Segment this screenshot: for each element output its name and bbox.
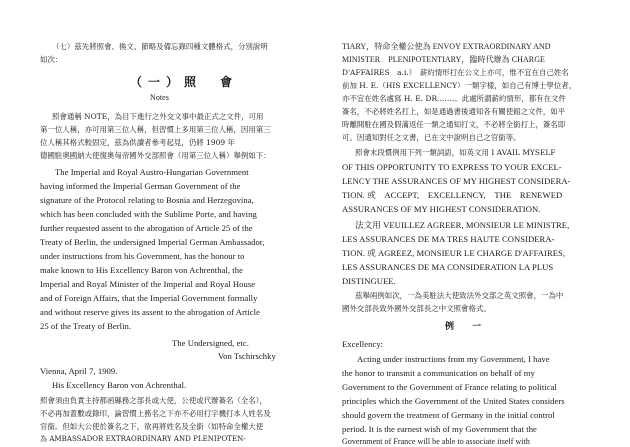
paragraph-line: MINISTER PLENIPOTENTIARY，臨時代辦為 CHARGE bbox=[342, 55, 545, 64]
english-body-line: principles which the Government of the United States considers bbox=[342, 396, 565, 406]
english-body-line: should govern the treatment of Germany in the initial control bbox=[342, 410, 555, 420]
english-line: having informed the Imperial German Government of the bbox=[40, 181, 241, 191]
english-caps-line: ASSURANCES OF MY HIGHEST CONSIDERATION. bbox=[342, 204, 541, 214]
paragraph-line: 為 AMBASSADOR EXTRAORDINARY AND PLENIPOTEN- bbox=[40, 435, 246, 443]
french-caps-line: DISTINGUEE. bbox=[342, 276, 396, 286]
english-line: Imperial and Royal Minister of the Imperial and Royal House bbox=[40, 279, 256, 289]
paragraph-line: 照會須由負責主持都函縣務之部長或大使，公使或代辦簽名（全名）， bbox=[40, 396, 267, 405]
signer: Von Tschirschky bbox=[218, 351, 276, 361]
section-heading: （一）照 會 bbox=[130, 75, 239, 89]
english-line: which has been concluded with the Sublime Porte, and having bbox=[40, 209, 257, 219]
paragraph-line: 簽名，不必將姓名打上，如是通過書後通知各有關使館之文件，如平 bbox=[342, 107, 566, 116]
paragraph-line: 不必再加蓋數或錄印，論習慣上務名之下亦不必用打字機打本人姓名及 bbox=[40, 409, 271, 418]
french-caps-line: TION. 或 AGREEZ, MONSIEUR LE CHARGE D'AFFAIRES, bbox=[342, 248, 566, 258]
signoff: The Undersigned, etc. bbox=[172, 338, 249, 348]
english-body-line: period. It is the earnest wish of my Government that the bbox=[342, 424, 537, 434]
english-line: The Imperial and Royal Austro-Hungarian Government bbox=[55, 167, 249, 177]
english-line: 25 of the Treaty of Berlin. bbox=[40, 321, 132, 331]
english-line: and without reserve gives its assent to the abrogation of Article bbox=[40, 307, 260, 317]
paragraph-line: 第一位人稱，亦可用第三位人稱，但習慣上多用第三位人稱，因用第三 bbox=[40, 125, 271, 134]
paragraph-line: 照會通稱 NOTE，為目下進行之外交文事中最正式之文件，可用 bbox=[52, 112, 264, 121]
english-line: make known to His Excellency Baron von Achrenthal, the bbox=[40, 265, 243, 275]
english-caps-line: OF THIS OPPORTUNITY TO EXPRESS TO YOUR EXCEL- bbox=[342, 162, 562, 172]
paragraph-line: 德國駐奧國納大使復奧匈帝國外交部照會（用第三位人稱）舉例如下： bbox=[40, 151, 271, 160]
english-caps-line: TION. 或 ACCEPT, EXCELLENCY, THE RENEWED bbox=[342, 190, 563, 200]
section-subheading: Notes bbox=[150, 93, 169, 102]
english-line: Treaty of Berlin, the undersigned Imperial German Ambassador, bbox=[40, 237, 265, 247]
paragraph-line: 可。因通知對任之文書，已在文中說明自己之官銜等。 bbox=[342, 133, 521, 142]
paragraph-line: D'AFFAIRES a.i.） 薪約情形打在公文上亦可，惟不宜在自己姓名 bbox=[342, 68, 569, 77]
date-line: Vienna, April 7, 1909. bbox=[40, 366, 118, 376]
english-line: signature of the Protocol relating to Bosnia and Herzegovina, bbox=[40, 195, 254, 205]
english-line: under instructions from his Government, has the honour to bbox=[40, 251, 245, 261]
intro-line: 如次： bbox=[40, 55, 63, 64]
paragraph-line: 國外交部長致外國外交部長之中文照會格式。 bbox=[342, 304, 491, 313]
addressee: His Excellency Baron von Achrenthal. bbox=[52, 380, 187, 390]
right-page bbox=[315, 0, 630, 447]
french-caps-line: LES ASSURANCES DE MA TRES HAUTE CONSIDERA- bbox=[342, 234, 555, 244]
english-body-line: Government to the Government of France relating to political bbox=[342, 382, 557, 392]
english-body-line: the honor to transmit a communication on behalf of my bbox=[342, 368, 535, 378]
paragraph-line: TIARY，特命全權公使為 ENVOY EXTRAORDINARY AND bbox=[342, 42, 551, 51]
english-body-line: Government of France will be able to associate itself with bbox=[342, 437, 530, 446]
paragraph-line: 時離開駐在國及假滿返任一類之通知打文，不必將全銜打上，簽名即 bbox=[342, 120, 566, 129]
paragraph-line: 前加 H. E.（HIS EXCELLENCY）一類字樣，如自己有博士學位者， bbox=[342, 81, 577, 90]
english-line: further requested assent to the abrogation of Article 25 of the bbox=[40, 223, 253, 233]
example-heading: 例 一 bbox=[445, 322, 482, 332]
french-caps-line: LES ASSURANCES DE MA CONSIDERATION LA PLUS bbox=[342, 262, 554, 272]
paragraph-line: 茲舉兩例如次，一為美駐法大使致法外交部之英文照會，一為中 bbox=[355, 291, 564, 300]
english-line: and of Foreign Affairs, that the Imperial Government formally bbox=[40, 293, 258, 303]
paragraph-line: 亦不宜在姓名處寫 H. E. DR.……。此處所謂薪約情形，都有在文件 bbox=[342, 94, 566, 103]
salutation: Excellency: bbox=[342, 339, 384, 349]
paragraph-line: 照會末段慣例用下列一類詞語，如英文用 I AVAIL MYSELF bbox=[355, 148, 556, 157]
french-caps-line: 法文用 VEUILLEZ AGREER, MONSIEUR LE MINISTRE, bbox=[355, 220, 570, 230]
paragraph-line: 官銜。但如大公使於簽名之下，欲再將姓名及全銜（如特命全權大使 bbox=[40, 422, 264, 431]
english-caps-line: LENCY THE ASSURANCES OF MY HIGHEST CONSIDERA- bbox=[342, 176, 571, 186]
intro-line: （七）茲先將照會、換文、節略及備忘錄四種文體格式，分別說明 bbox=[52, 42, 268, 51]
paragraph-line: 位人稱其格式較固定，茲為供讀者參考起見，仍將 1909 年 bbox=[40, 138, 235, 147]
english-body-line: Acting under instructions from my Government, I have bbox=[357, 354, 550, 364]
